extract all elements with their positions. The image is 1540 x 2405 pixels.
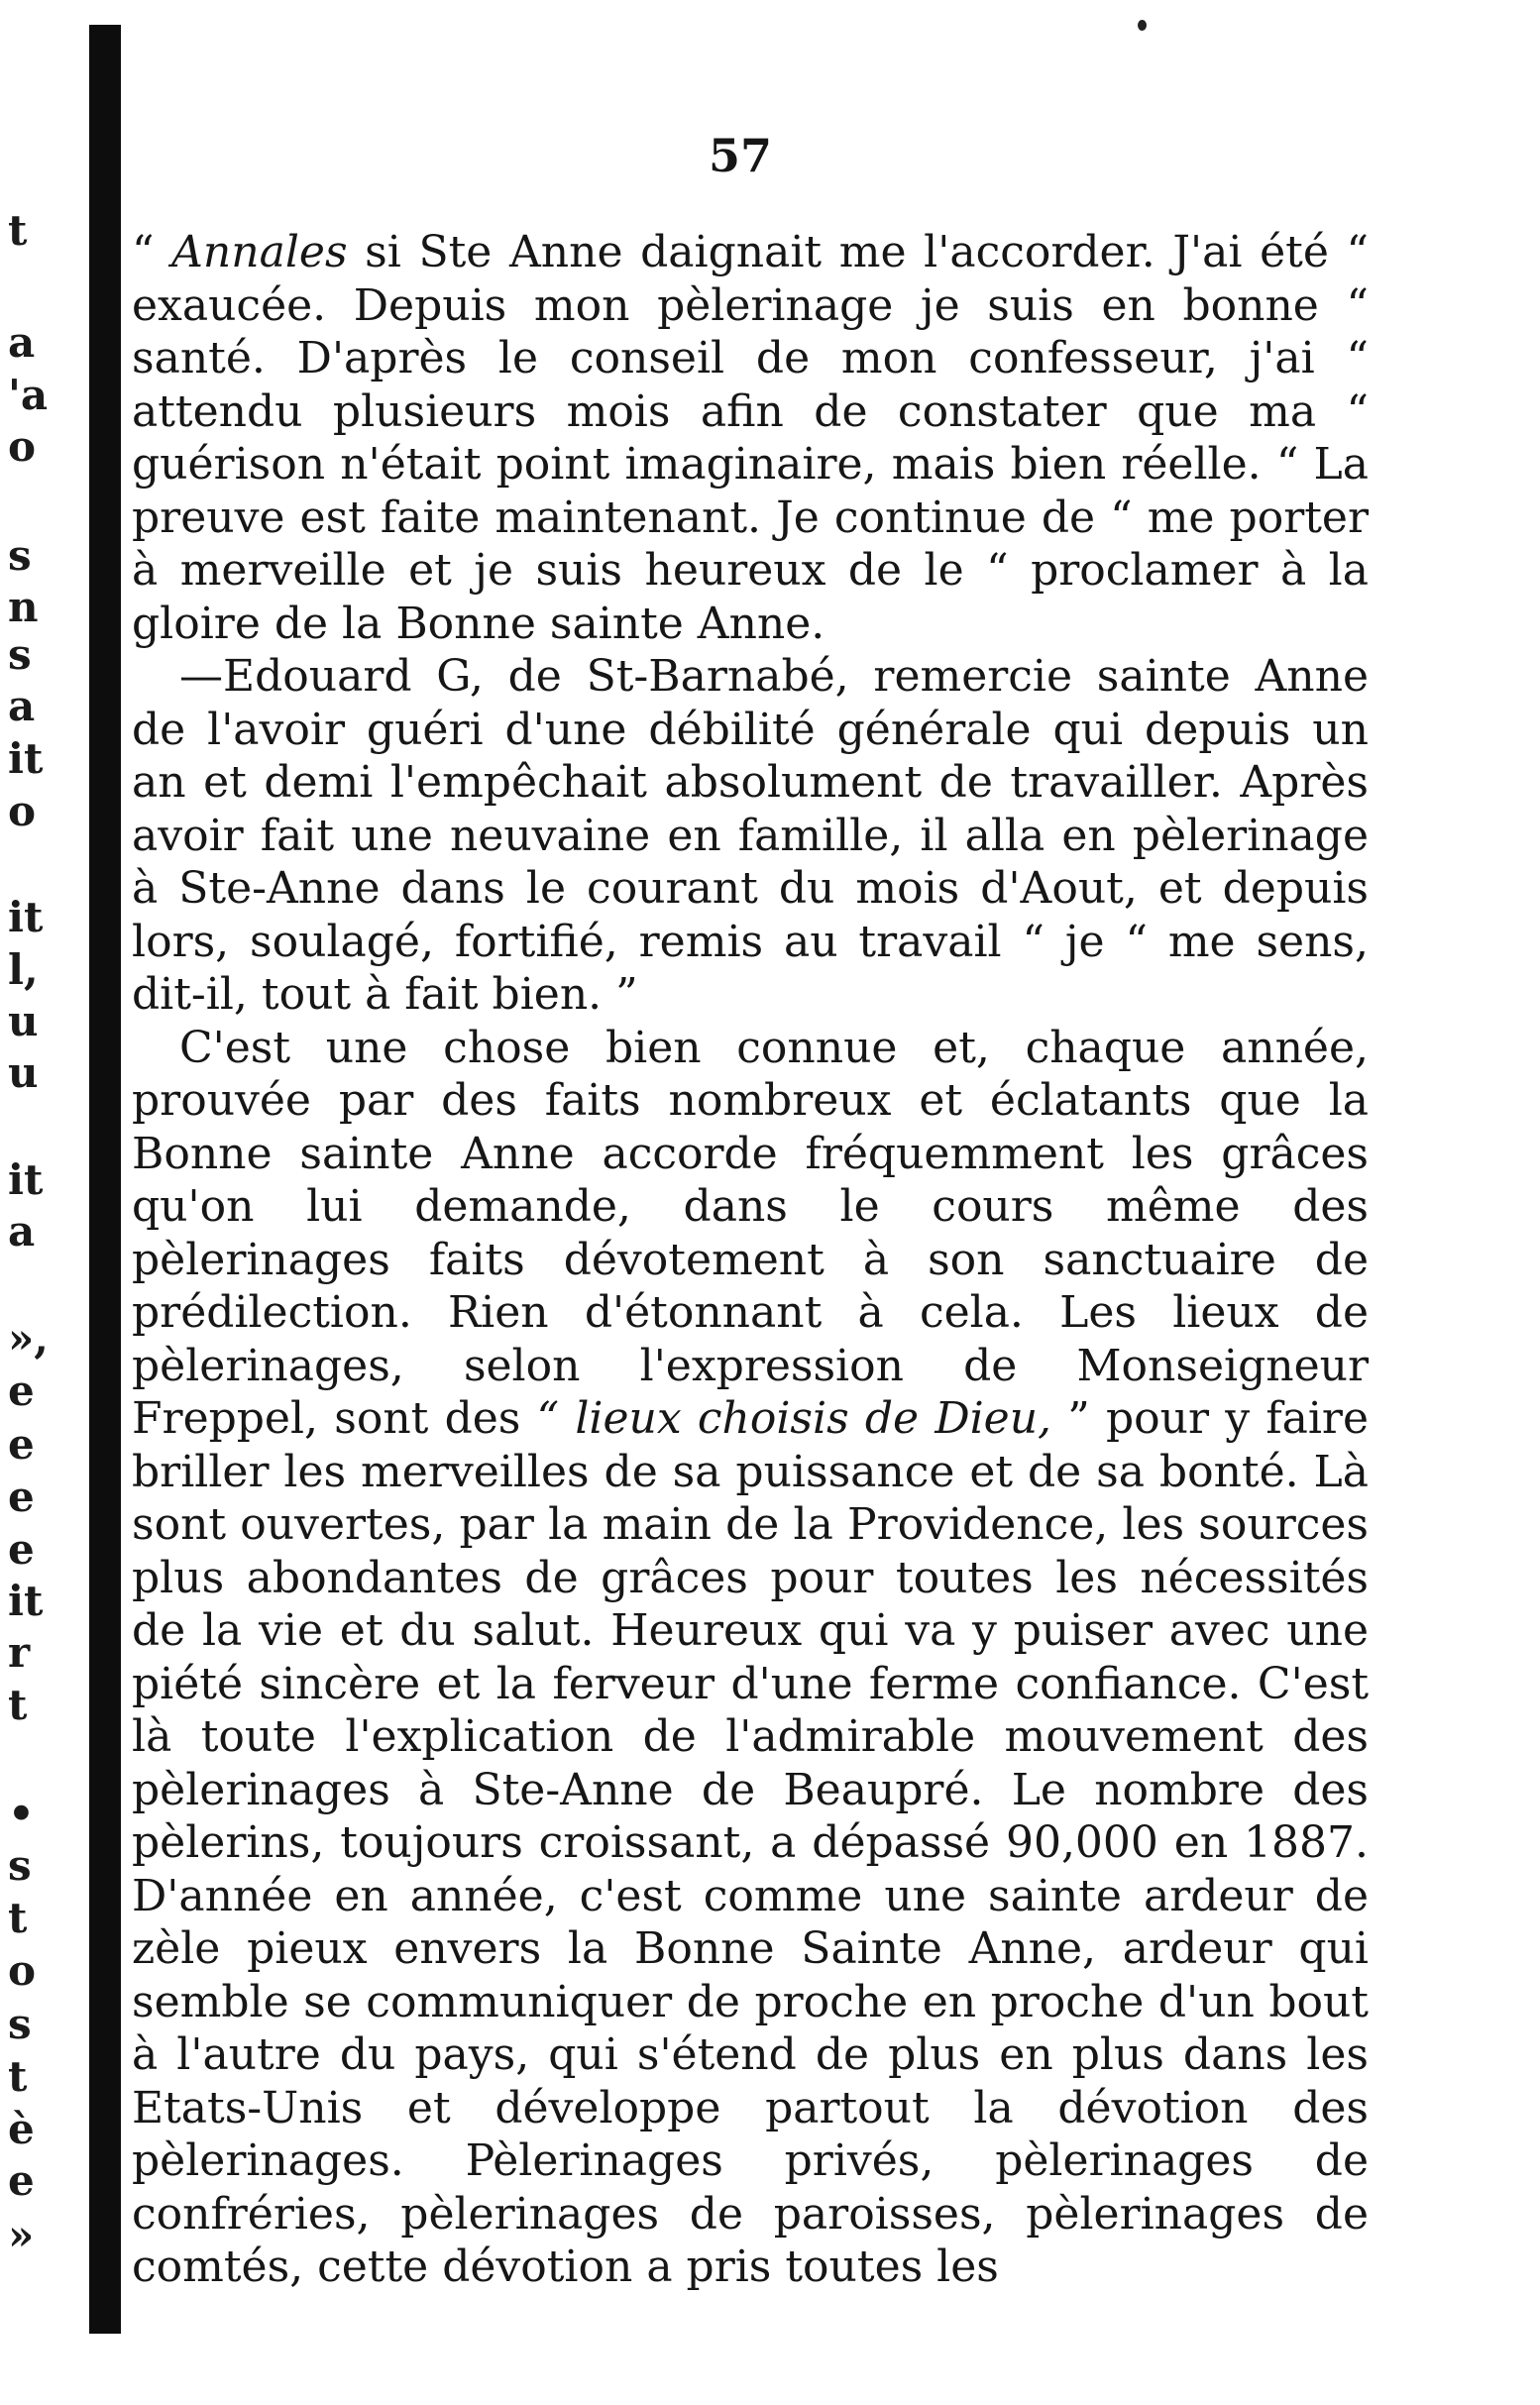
margin-char: o — [8, 1946, 37, 1995]
paragraph-text: ” pour y faire briller les merveilles de sa puissance et de sa bonté. Là sont ouvertes, par la main de la Providence, les sources plus abondantes de grâces pour toutes les nécessités de la vie et du salut. Heureux qui va y puiser avec une piété sincère et la ferveur d'une ferme confiance. C'est là toute l'explication de l'admirable mouvement des pèlerinages à Ste-Anne de Beaupré. Le nombre des pèlerins, toujours croissant, a dépassé 90,000 en 1887. D'année en année, c'est comme une sainte ardeur de zèle pieux envers la Bonne Sainte Anne, ardeur qui semble se communiquer de proche en proche d'un bout à l'autre du pays, qui s'étend de plus en plus dans les Etats-Unis et développe partout la dévotion des pèlerinages. Pèlerinages privés, pèlerinages de confréries, pèlerinages de paroisses, pèlerinages de comtés, cette dévotion a pris toutes les — [132, 1393, 1369, 2292]
margin-char: è — [8, 2105, 35, 2153]
margin-char: it — [8, 1155, 44, 1204]
margin-char: t — [8, 1681, 28, 1729]
margin-char: a — [8, 1207, 36, 1256]
opening-quote: “ — [132, 227, 172, 277]
margin-char: o — [8, 787, 37, 835]
margin-char: it — [8, 1577, 44, 1625]
page-number: 57 — [709, 129, 773, 182]
margin-char: it — [8, 734, 44, 783]
binding-shadow — [89, 25, 121, 2334]
margin-char: t — [8, 206, 28, 255]
paragraph-text: si Ste Anne daignait me l'accorder. J'ai été “ exaucée. Depuis mon pèlerinage je suis en bonne “ santé. D'après le conseil de mon confesseur, j'ai “ attendu plusieurs mois afin de constater que ma “ guérison n'était point imaginaire, mais bien réelle. “ La preuve est faite maintenant. Je continue de “ me porter à merveille et je suis heureux de le “ proclamer à la gloire de la Bonne sainte Anne. — [132, 227, 1370, 649]
margin-char: 'a — [8, 371, 49, 419]
margin-char: o — [8, 422, 37, 471]
margin-char: s — [8, 1841, 32, 1890]
margin-char: e — [8, 1525, 35, 1574]
margin-char: it — [8, 893, 44, 941]
left-margin-bleed — [0, 0, 84, 2405]
margin-char: », — [8, 1314, 49, 1363]
margin-char: n — [8, 583, 39, 631]
page-body — [132, 226, 1369, 2294]
margin-char: a — [8, 682, 36, 730]
margin-char: • — [8, 1790, 35, 1838]
margin-char: u — [8, 997, 39, 1045]
paragraph-edouard: —Edouard G, de St-Barnabé, remercie sainte Anne de l'avoir guéri d'une débilité générale qui depuis un an et demi l'empêchait absolument de travailler. Après avoir fait une neuvaine en famille, il alla en pèlerinage à Ste-Anne dans le courant du mois d'Aout, et depuis lors, soulagé, fortifié, remis au travail “ je “ me sens, dit-il, tout à fait bien. ” — [132, 651, 1369, 1020]
lieux-choisis-italic: “ lieux choisis de Dieu, — [536, 1393, 1052, 1444]
margin-char: l, — [8, 945, 39, 994]
paragraph-pilgrimages — [132, 1022, 1369, 2294]
paragraph-testimony — [132, 226, 1369, 650]
margin-char: s — [8, 531, 32, 580]
ink-speck — [1138, 20, 1147, 31]
margin-char: t — [8, 2052, 28, 2101]
margin-char: u — [8, 1048, 39, 1097]
margin-char: e — [8, 1366, 35, 1415]
margin-char: t — [8, 1894, 28, 1942]
margin-char: s — [8, 2000, 32, 2048]
margin-char: e — [8, 1420, 35, 1469]
margin-char: a — [8, 318, 36, 367]
margin-char: » — [8, 2211, 35, 2259]
margin-char: r — [8, 1628, 31, 1677]
margin-char: e — [8, 1473, 35, 1521]
paragraph-text: C'est une chose bien connue et, chaque année, prouvée par des faits nombreux et éclatants que la Bonne sainte Anne accorde fréquemment les grâces qu'on lui demande, dans le cours même des pèlerinages faits dévotement à son sanctuaire de prédilection. Rien d'étonnant à cela. Les lieux de pèlerinages, selon l'expression de Monseigneur Freppel, sont des — [132, 1022, 1369, 1444]
margin-char: s — [8, 630, 32, 679]
annales-italic: Annales — [171, 227, 348, 277]
margin-char: e — [8, 2156, 35, 2205]
